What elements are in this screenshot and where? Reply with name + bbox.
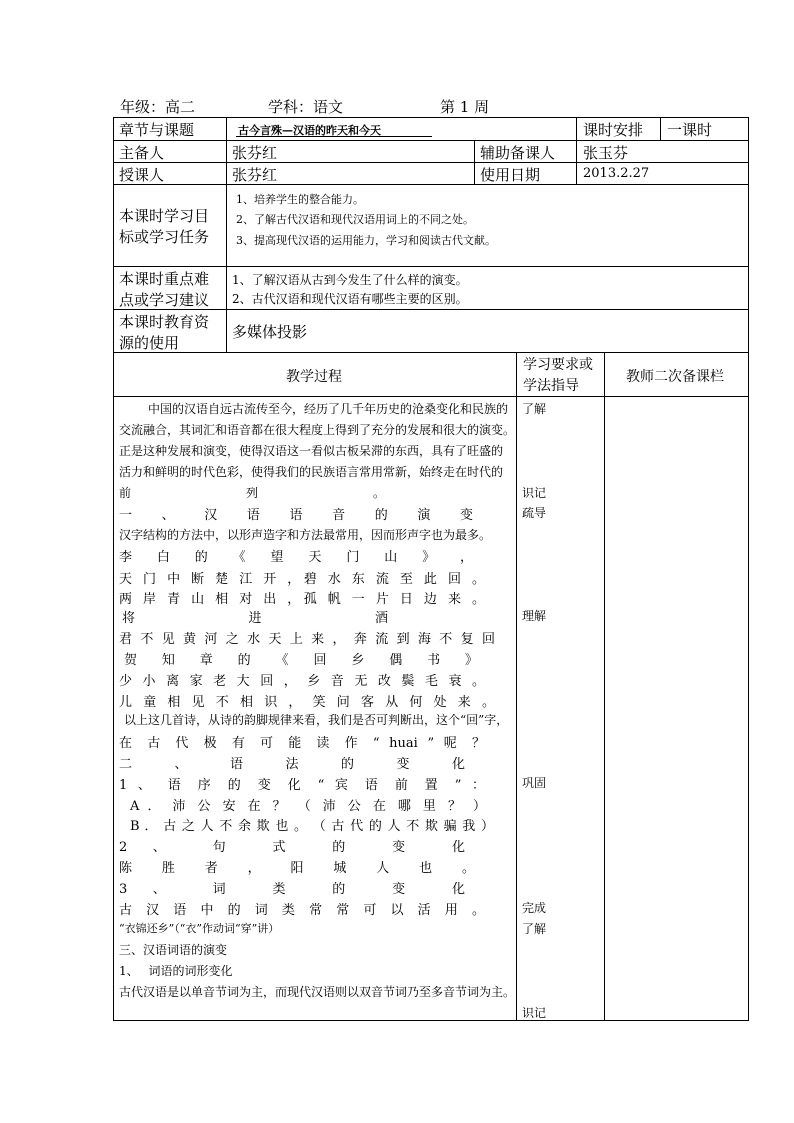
guide-item: 识记 (522, 1006, 547, 1020)
resource-label: 本课时教育资 (119, 313, 210, 331)
poem-title: 贺 知 章 的 《 回 乡 偶 书 》 (124, 653, 478, 668)
guide-column-header: 学法指导 (523, 378, 579, 394)
body-line: A ． 沛 公 安 在 ？ （ 沛 公 在 哪 里 ？ ） (130, 799, 486, 814)
key-label: 点或学习建议 (119, 291, 210, 309)
document-header (120, 96, 740, 116)
row-divider (113, 396, 749, 397)
row-divider (113, 184, 749, 185)
row-divider (113, 140, 749, 141)
key-point: 2、古代汉语和现代汉语有哪些主要的区别。 (232, 292, 468, 306)
teacher-label: 授课人 (119, 166, 165, 184)
row-divider (113, 266, 749, 267)
intro-line: 交流融合，其词汇和语音都在很大程度上得到了充分的发展和很大的演变。 (119, 423, 516, 437)
date-label: 使用日期 (480, 166, 541, 184)
goal-item: 3、提高现代汉语的运用能力，学习和阅读古代文献。 (236, 234, 496, 247)
body-line: 在 古 代 极 有 可 能 读 作 “ huai ” 呢 ？ (119, 736, 485, 751)
resource-value: 多媒体投影 (232, 323, 308, 341)
intro-line: 中国的汉语自远古流传至今，经历了几千年历史的沧桑变化和民族的 (148, 402, 509, 416)
schedule-value: 一课时 (667, 121, 713, 139)
poem-line: 君 不 见 黄 河 之 水 天 上 来 ， 奔 流 到 海 不 复 回 (119, 632, 495, 647)
body-line: 1、 词语的词形变化 (119, 964, 233, 978)
poem-line: 少 小 离 家 老 大 回 ， 乡 音 无 改 鬓 毛 衰 。 (119, 674, 485, 689)
intro-line: 正是这种发展和演变，使得汉语这一看似古板呆滞的东西，具有了旺盛的 (119, 444, 504, 458)
body-line: 古代汉语是以单音节词为主，而现代汉语则以双音节词乃至多音节词为主。 (119, 985, 516, 999)
guide-column-header: 学习要求或 (523, 357, 593, 373)
body-line: 陈 胜 者 ， 阳 城 人 也 。 (119, 861, 475, 876)
poem-title: 李 白 的 《 望 天 门 山 》 ， (119, 550, 473, 565)
body-line: 3 、 词 类 的 变 化 (119, 882, 465, 897)
body-line: B ． 古 之 人 不 余 欺 也 。 （ 古 代 的 人 不 欺 骗 我 ） (130, 819, 494, 834)
guide-item: 了解 (522, 402, 547, 416)
poem-line: 两 岸 青 山 相 对 出 ，孤 帆 一 片 日 边 来 。 (119, 592, 485, 607)
poem-line: 天 门 中 断 楚 江 开 ，碧 水 东 流 至 此 回 。 (119, 572, 485, 587)
guide-item: 理解 (522, 609, 547, 623)
col-divider (474, 140, 475, 184)
body-line: 以上这几首诗，从诗的韵脚规律来看，我们是否可判断出，这个“回”字， (124, 713, 509, 727)
guide-item: 巩固 (522, 776, 547, 790)
grade-label: 年级：高二 (120, 98, 196, 116)
lead-label: 主备人 (119, 144, 165, 162)
guide-item: 识记 (522, 486, 547, 500)
body-line: 1 、 语 序 的 变 化 “ 宾 语 前 置 ” ： (119, 778, 485, 793)
teacher-value: 张芬红 (232, 166, 278, 184)
section-title: 三、汉语词语的演变 (119, 943, 228, 957)
chapter-label: 章节与课题 (119, 121, 195, 139)
chapter-value: 古今言殊—汉语的昨天和今天 (238, 124, 381, 137)
body-line: 汉字结构的方法中，以形声造字和方法最常用，因而形声字也为最多。 (119, 528, 492, 542)
section-title: 一 、 汉 语 语 音 的 演 变 (119, 508, 473, 523)
guide-item: 了解 (522, 922, 547, 936)
assist-value: 张玉芬 (583, 144, 629, 162)
lead-value: 张芬红 (232, 144, 278, 162)
col-divider (576, 117, 577, 184)
assist-label: 辅助备课人 (480, 144, 556, 162)
col-divider (660, 117, 661, 140)
body-line: 2 、 句 式 的 变 化 (119, 840, 465, 855)
date-value: 2013.2.27 (583, 166, 650, 181)
week-label: 第 1 周 (440, 98, 490, 116)
row-divider (113, 352, 749, 353)
process-column-header: 教学过程 (286, 369, 342, 385)
goal-item: 2、了解古代汉语和现代汉语用词上的不同之处。 (236, 213, 474, 226)
col-divider (226, 117, 227, 352)
col-divider (516, 352, 517, 1021)
guide-item: 完成 (522, 901, 547, 915)
row-divider (113, 162, 749, 163)
key-point: 1、了解汉语从古到今发生了什么样的演变。 (232, 273, 468, 287)
schedule-label: 课时安排 (583, 121, 644, 139)
resource-label: 源的使用 (119, 334, 180, 352)
key-label: 本课时重点难 (119, 270, 210, 288)
notes-column-header: 教师二次备课栏 (626, 369, 724, 385)
body-line: “衣锦还乡”（“衣”作动词“穿”讲） (119, 922, 280, 935)
intro-line: 前 列 。 (119, 486, 385, 500)
goals-label: 标或学习任务 (119, 228, 210, 246)
chapter-underline (236, 136, 432, 137)
poem-title: 将 进 酒 (122, 611, 388, 626)
guide-item: 疏导 (522, 506, 547, 520)
poem-line: 儿 童 相 见 不 相 识 ， 笑 问 客 从 何 处 来 。 (119, 695, 495, 710)
col-divider (604, 352, 605, 1021)
body-line: 古 汉 语 中 的 词 类 常 常 可 以 活 用 。 (119, 903, 485, 918)
goals-label: 本课时学习目 (119, 207, 210, 225)
subject-label: 学科：语文 (268, 98, 344, 116)
section-title: 二 、 语 法 的 变 化 (119, 757, 465, 772)
goal-item: 1、培养学生的整合能力。 (236, 193, 364, 206)
intro-line: 活力和鲜明的时代色彩，使得我们的民族语言常用常新，始终走在时代的 (119, 465, 504, 479)
